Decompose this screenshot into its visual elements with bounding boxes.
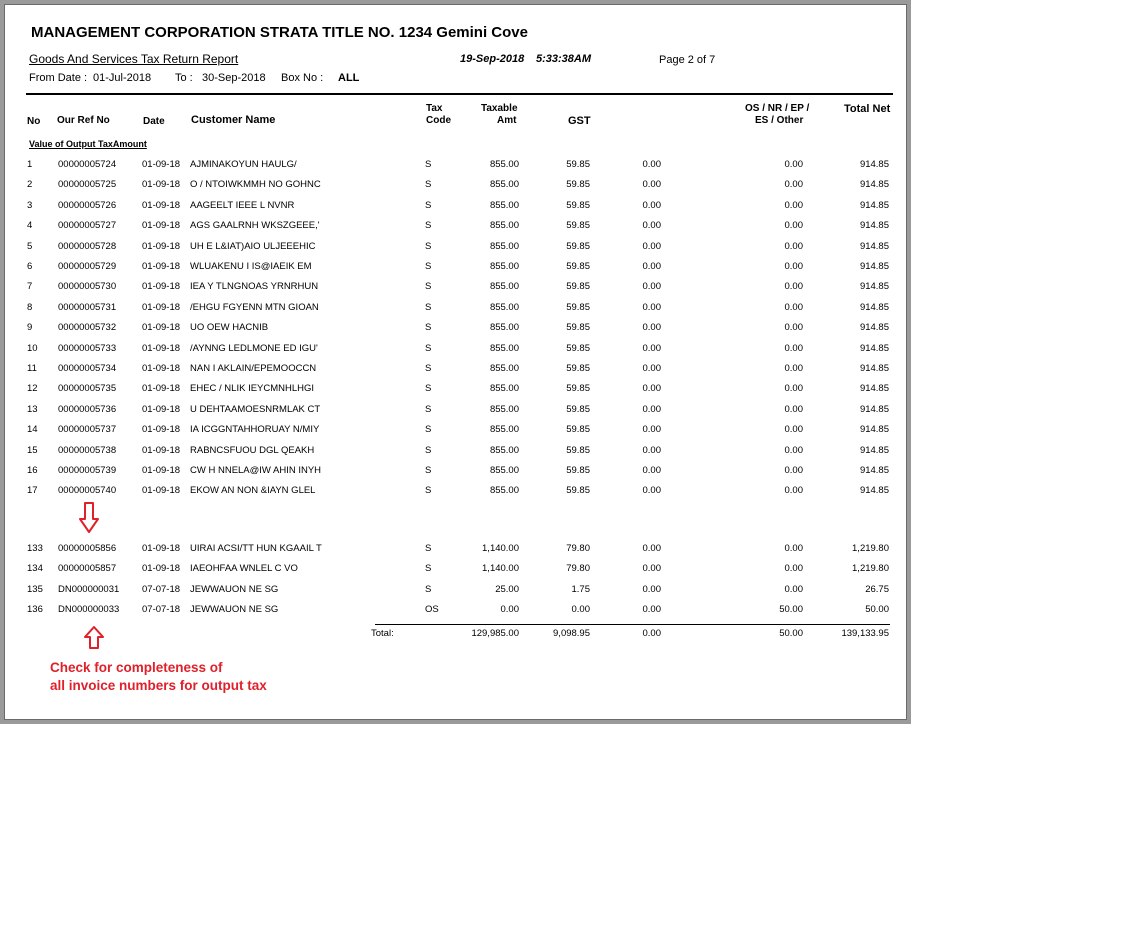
row-os-amt: 0.00 [784,563,803,575]
row-customer: O / NTOIWKMMH NO GOHNC [190,179,321,191]
table-row [5,159,905,173]
row-no: 2 [27,179,33,191]
row-total-net: 914.85 [859,199,889,211]
row-customer: IAEOHFAA WNLEL C VO [190,563,298,575]
row-taxable-amt: 1,140.00 [482,563,519,575]
row-customer: JEWWAUON NE SG [190,583,279,595]
row-total-net: 914.85 [859,342,889,354]
row-date: 01-09-18 [142,444,181,456]
row-tax-code: S [425,485,432,497]
row-os-amt: 0.00 [784,281,803,293]
row-ref: 00000005734 [58,363,117,374]
row-ref: 00000005735 [58,383,117,395]
row-no: 133 [27,543,43,554]
row-tax-code: S [425,322,432,334]
row-no: 3 [27,199,33,211]
row-os-amt: 0.00 [784,342,803,354]
col-header-taxable-1: Taxable [481,103,518,114]
row-gst: 79.80 [566,543,590,554]
row-zero-rated: 0.00 [642,240,661,252]
row-zero-rated: 0.00 [642,179,661,191]
row-date: 01-09-18 [142,424,181,436]
row-no: 134 [27,563,43,575]
box-no-label: Box No : [281,72,324,84]
table-row [5,179,905,193]
col-header-date: Date [143,116,165,127]
row-os-amt: 0.00 [784,444,803,456]
row-customer: NAN I AKLAIN/EPEMOOCCN [190,363,317,374]
row-taxable-amt: 855.00 [489,240,519,252]
row-tax-code: S [425,563,432,575]
row-date: 01-09-18 [142,179,181,191]
row-taxable-amt: 855.00 [489,281,519,293]
row-ref: 00000005726 [58,199,117,211]
row-no: 5 [27,240,33,252]
row-date: 01-09-18 [142,383,181,395]
row-zero-rated: 0.00 [642,199,661,211]
row-zero-rated: 0.00 [642,383,661,395]
row-zero-rated: 0.00 [642,563,661,575]
row-total-net: 914.85 [859,383,889,395]
run-date: 19-Sep-2018 [460,53,525,65]
row-total-net: 914.85 [859,261,889,272]
row-customer: AAGEELT IEEE L NVNR [190,199,295,211]
row-total-net: 26.75 [865,583,889,595]
row-os-amt: 0.00 [784,261,803,272]
row-taxable-amt: 855.00 [489,444,519,456]
row-date: 01-09-18 [142,199,181,211]
page-number: Page 2 of 7 [659,54,716,66]
run-time: 5:33:38AM [536,53,592,65]
row-tax-code: S [425,383,432,395]
row-total-net: 914.85 [859,363,889,374]
row-taxable-amt: 25.00 [495,583,519,595]
row-os-amt: 0.00 [784,403,803,415]
row-ref: 00000005731 [58,301,117,313]
row-no: 11 [27,363,37,374]
row-no: 8 [27,301,33,313]
row-customer: RABNCSFUOU DGL QEAKH [190,444,315,456]
up-arrow-icon [83,625,105,651]
section-label: Value of Output TaxAmount [29,139,147,149]
row-zero-rated: 0.00 [642,342,661,354]
row-taxable-amt: 855.00 [489,424,519,436]
annotation-line-1: Check for completeness of [50,660,223,675]
row-no: 10 [27,342,38,354]
row-zero-rated: 0.00 [642,281,661,293]
row-gst: 59.85 [566,465,590,476]
row-date: 01-09-18 [142,220,181,232]
header-divider [26,93,893,95]
row-ref: 00000005729 [58,261,117,272]
col-header-gst: GST [568,115,591,127]
row-date: 01-09-18 [142,322,181,334]
row-os-amt: 0.00 [784,465,803,476]
row-date: 01-09-18 [142,363,181,374]
table-row [5,343,905,357]
row-total-net: 914.85 [859,444,889,456]
row-tax-code: S [425,261,432,272]
row-taxable-amt: 0.00 [500,604,519,616]
row-ref: 00000005724 [58,159,117,170]
row-date: 01-09-18 [142,281,181,293]
row-date: 07-07-18 [142,604,181,616]
row-no: 4 [27,220,33,232]
row-os-amt: 0.00 [784,179,803,191]
row-customer: WLUAKENU I IS@IAEIK EM [190,261,312,272]
row-zero-rated: 0.00 [642,604,661,616]
row-gst: 59.85 [566,363,590,374]
row-customer: UIRAI ACSI/TT HUN KGAAIL T [190,543,322,554]
row-os-amt: 0.00 [784,322,803,334]
row-total-net: 1,219.80 [852,543,889,554]
table-row [5,363,905,377]
row-zero-rated: 0.00 [642,322,661,334]
row-gst: 59.85 [566,322,590,334]
table-row [5,465,905,479]
row-no: 15 [27,444,38,456]
row-total-net: 914.85 [859,159,889,170]
col-header-ref: Our Ref No [57,115,110,126]
row-gst: 59.85 [566,403,590,415]
row-no: 136 [27,604,43,616]
row-ref: 00000005736 [58,403,117,415]
row-date: 01-09-18 [142,301,181,313]
row-tax-code: S [425,342,432,354]
col-header-taxable-2: Amt [497,115,517,126]
row-tax-code: S [425,403,432,415]
row-date: 01-09-18 [142,485,181,497]
row-date: 01-09-18 [142,261,181,272]
row-ref: 00000005733 [58,342,117,354]
table-row [5,445,905,459]
annotation-line-2: all invoice numbers for output tax [50,678,267,693]
row-gst: 59.85 [566,485,590,497]
row-gst: 1.75 [571,583,590,595]
row-os-amt: 0.00 [784,220,803,232]
row-ref: 00000005857 [58,563,117,575]
table-row [5,220,905,234]
row-total-net: 50.00 [865,604,889,616]
row-date: 01-09-18 [142,465,181,476]
from-date-label: From Date : [29,72,88,84]
row-date: 01-09-18 [142,403,181,415]
row-no: 6 [27,261,33,272]
row-date: 01-09-18 [142,543,181,554]
row-zero-rated: 0.00 [642,543,661,554]
row-tax-code: S [425,179,432,191]
row-total-net: 914.85 [859,281,889,293]
total-row [5,628,905,642]
row-zero-rated: 0.00 [642,220,661,232]
row-no: 1 [27,159,33,170]
row-gst: 59.85 [566,281,590,293]
row-ref: 00000005725 [58,179,117,191]
row-tax-code: S [425,301,432,313]
row-taxable-amt: 855.00 [489,383,519,395]
row-gst: 59.85 [566,301,590,313]
table-row [5,383,905,397]
col-header-os-1: OS / NR / EP / [745,103,810,114]
row-date: 01-09-18 [142,240,181,252]
row-ref: 00000005740 [58,485,117,497]
row-ref: DN000000033 [58,604,120,616]
report-page [4,4,907,720]
row-gst: 0.00 [571,604,590,616]
row-gst: 79.80 [566,563,590,575]
row-no: 9 [27,322,33,334]
total-divider [375,624,890,625]
col-header-customer: Customer Name [191,114,276,126]
table-row [5,200,905,214]
total-os: 50.00 [779,628,803,639]
col-header-os-2: ES / Other [755,115,804,126]
row-date: 07-07-18 [142,583,181,595]
row-customer: JEWWAUON NE SG [190,604,279,616]
row-gst: 59.85 [566,424,590,436]
row-ref: 00000005730 [58,281,117,293]
row-tax-code: S [425,199,432,211]
row-total-net: 914.85 [859,403,889,415]
row-total-net: 1,219.80 [852,563,889,575]
row-gst: 59.85 [566,383,590,395]
row-tax-code: S [425,281,432,293]
row-ref: 00000005732 [58,322,117,334]
total-net: 139,133.95 [841,628,889,639]
row-date: 01-09-18 [142,342,181,354]
table-row [5,543,905,557]
row-taxable-amt: 855.00 [489,322,519,334]
row-ref: 00000005728 [58,240,117,252]
row-zero-rated: 0.00 [642,301,661,313]
row-taxable-amt: 855.00 [489,342,519,354]
row-total-net: 914.85 [859,220,889,232]
box-no-value: ALL [338,72,360,84]
row-taxable-amt: 1,140.00 [482,543,519,554]
total-gst: 9,098.95 [553,628,590,639]
table-row [5,563,905,577]
total-zero: 0.00 [642,628,661,639]
report-title: MANAGEMENT CORPORATION STRATA TITLE NO. 1234 Gemini Cove [31,24,528,41]
row-tax-code: S [425,424,432,436]
row-os-amt: 0.00 [784,424,803,436]
row-customer: AGS GAALRNH WKSZGEEE,' [190,220,320,232]
to-date-value: 30-Sep-2018 [202,72,266,84]
row-zero-rated: 0.00 [642,403,661,415]
row-tax-code: OS [425,604,439,616]
row-ref: 00000005738 [58,444,117,456]
row-taxable-amt: 855.00 [489,485,519,497]
table-row [5,485,905,499]
row-zero-rated: 0.00 [642,583,661,595]
row-taxable-amt: 855.00 [489,465,519,476]
row-no: 16 [27,465,38,476]
row-ref: 00000005727 [58,220,117,232]
row-customer: IA ICGGNTAHHORUAY N/MIY [190,424,320,436]
from-date-value: 01-Jul-2018 [93,72,152,84]
col-header-no: No [27,116,41,127]
row-total-net: 914.85 [859,322,889,334]
row-tax-code: S [425,543,432,554]
row-tax-code: S [425,240,432,252]
row-os-amt: 0.00 [784,485,803,497]
row-zero-rated: 0.00 [642,424,661,436]
row-os-amt: 0.00 [784,301,803,313]
row-total-net: 914.85 [859,301,889,313]
row-no: 13 [27,403,38,415]
col-header-total-net: Total Net [844,103,891,115]
table-row [5,584,905,598]
row-tax-code: S [425,465,432,476]
row-ref: 00000005739 [58,465,117,476]
row-ref: DN000000031 [58,583,120,595]
row-customer: CW H NNELA@IW AHIN INYH [190,465,322,476]
row-tax-code: S [425,363,432,374]
row-date: 01-09-18 [142,159,181,170]
row-os-amt: 0.00 [784,583,803,595]
row-gst: 59.85 [566,444,590,456]
table-row [5,322,905,336]
row-zero-rated: 0.00 [642,485,661,497]
row-tax-code: S [425,159,432,170]
row-gst: 59.85 [566,261,590,272]
row-os-amt: 0.00 [784,383,803,395]
table-row [5,302,905,316]
report-subtitle: Goods And Services Tax Return Report [29,52,239,66]
row-customer: UO OEW HACNIB [190,322,269,334]
row-taxable-amt: 855.00 [489,220,519,232]
row-zero-rated: 0.00 [642,363,661,374]
row-taxable-amt: 855.00 [489,199,519,211]
row-taxable-amt: 855.00 [489,363,519,374]
row-tax-code: S [425,220,432,232]
total-label: Total: [371,628,394,639]
row-customer: U DEHTAAMOESNRMLAK CT [190,403,321,415]
row-customer: UH E L&IAT)AIO ULJEEEHIC [190,240,316,252]
col-header-tax-2: Code [426,115,451,126]
total-taxable-amt: 129,985.00 [471,628,519,639]
row-zero-rated: 0.00 [642,465,661,476]
row-customer: IEA Y TLNGNOAS YRNRHUN [190,281,319,293]
row-customer: EKOW AN NON &IAYN GLEL [190,485,316,497]
row-os-amt: 0.00 [784,199,803,211]
row-gst: 59.85 [566,220,590,232]
row-gst: 59.85 [566,199,590,211]
table-row [5,281,905,295]
row-taxable-amt: 855.00 [489,261,519,272]
to-label: To : [175,72,193,84]
row-total-net: 914.85 [859,485,889,497]
down-arrow-icon [79,501,99,535]
row-no: 135 [27,583,43,595]
row-gst: 59.85 [566,179,590,191]
row-taxable-amt: 855.00 [489,301,519,313]
row-no: 7 [27,281,33,293]
row-zero-rated: 0.00 [642,159,661,170]
row-customer: AJMINAKOYUN HAULG/ [190,159,297,170]
row-no: 17 [27,485,38,497]
row-gst: 59.85 [566,240,590,252]
row-os-amt: 0.00 [784,543,803,554]
row-customer: EHEC / NLIK IEYCMNHLHGI [190,383,315,395]
row-total-net: 914.85 [859,424,889,436]
table-row [5,241,905,255]
row-zero-rated: 0.00 [642,444,661,456]
row-no: 12 [27,383,38,395]
row-tax-code: S [425,444,432,456]
row-gst: 59.85 [566,159,590,170]
annotation-note [50,659,350,695]
table-row [5,261,905,275]
row-ref: 00000005856 [58,543,117,554]
row-total-net: 914.85 [859,179,889,191]
row-total-net: 914.85 [859,465,889,476]
row-customer: /AYNNG LEDLMONE ED IGU' [190,342,318,354]
row-no: 14 [27,424,38,436]
row-tax-code: S [425,583,432,595]
row-zero-rated: 0.00 [642,261,661,272]
row-os-amt: 0.00 [784,159,803,170]
table-row [5,404,905,418]
row-ref: 00000005737 [58,424,117,436]
row-taxable-amt: 855.00 [489,179,519,191]
row-customer: /EHGU FGYENN MTN GIOAN [190,301,319,313]
row-taxable-amt: 855.00 [489,159,519,170]
row-taxable-amt: 855.00 [489,403,519,415]
row-os-amt: 50.00 [779,604,803,616]
table-row [5,424,905,438]
row-total-net: 914.85 [859,240,889,252]
row-gst: 59.85 [566,342,590,354]
row-os-amt: 0.00 [784,363,803,374]
row-os-amt: 0.00 [784,240,803,252]
row-date: 01-09-18 [142,563,181,575]
col-header-tax-1: Tax [426,103,443,114]
table-row [5,604,905,618]
